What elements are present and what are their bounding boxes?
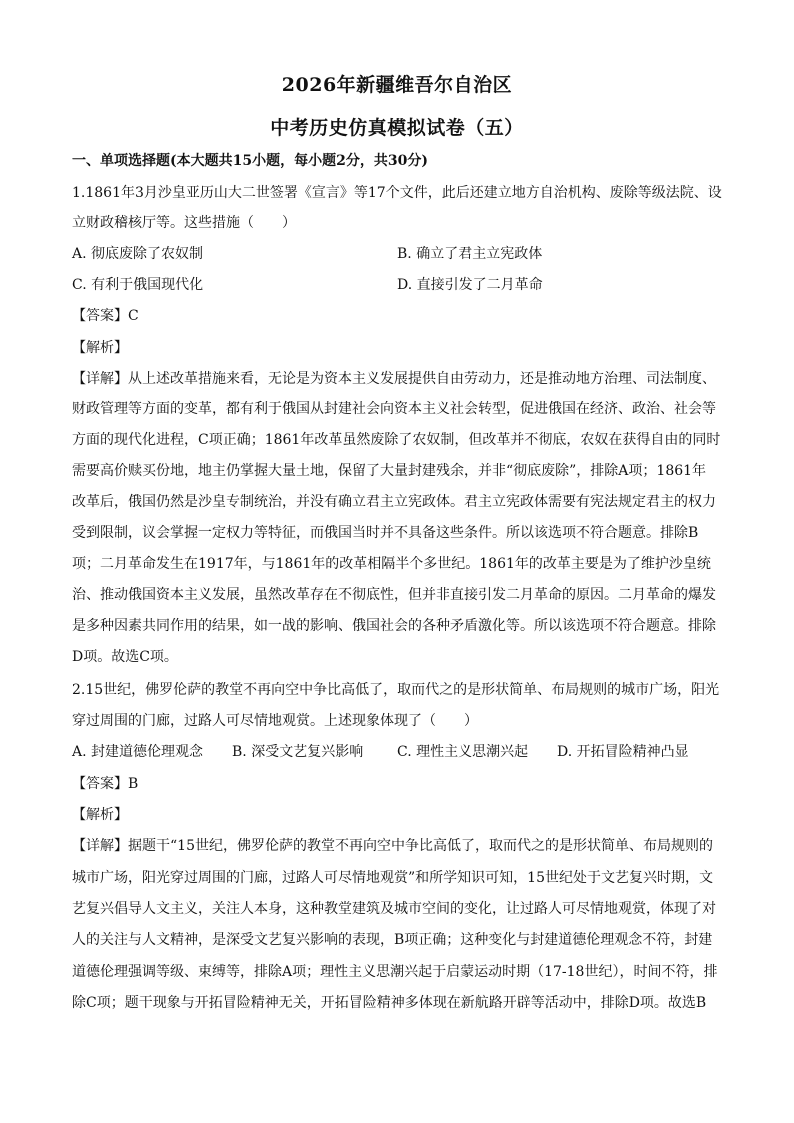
q2-option-a: A. 封建道德伦理观念 (72, 744, 204, 760)
q2-option-b: B. 深受文艺复兴影响 (232, 744, 364, 760)
section-heading: 一、单项选择题(本大题共15小题，每小题2分，共30分) (72, 153, 428, 169)
q2-stem-line1: 2.15世纪，佛罗伦萨的教堂不再向空中争比高低了，取而代之的是形状简单、布局规则的城市广场，阳光 (72, 682, 720, 698)
q1-detail-line: 项；二月革命发生在1917年，与1861年的改革相隔半个多世纪。1861年的改革主要是为了维护沙皇统 (72, 556, 711, 572)
q1-analysis-label: 【解析】 (72, 340, 128, 356)
q1-detail-line: D项。故选C项。 (72, 649, 178, 665)
q1-detail-line: 需要高价赎买份地，地主仍掌握大量土地，保留了大量封建残余，并非“彻底废除”，排除A项；1861年 (72, 463, 707, 479)
q2-option-c: C. 理性主义思潮兴起 (397, 744, 529, 760)
q1-detail-line: 财政管理等方面的变革，都有利于俄国从封建社会向资本主义社会转型，促进俄国在经济、政治、社会等 (72, 401, 716, 417)
exam-title-line1: 2026年新疆维吾尔自治区 (281, 74, 513, 96)
q1-answer: 【答案】C (72, 308, 139, 324)
q2-detail-line: 【详解】据题干“15世纪，佛罗伦萨的教堂不再向空中争比高低了，取而代之的是形状简单、布局规则的 (72, 838, 713, 854)
q2-detail-line: 艺复兴倡导人文主义，关注人本身，这种教堂建筑及城市空间的变化，让过路人可尽情地观赏，体现了对 (72, 901, 716, 917)
q1-option-b: B. 确立了君主立宪政体 (397, 246, 543, 262)
q1-detail-line: 方面的现代化进程，C项正确；1861年改革虽然废除了农奴制，但改革并不彻底，农奴在获得自由的同时 (72, 432, 721, 448)
q1-stem-line1: 1.1861年3月沙皇亚历山大二世签署《宣言》等17个文件，此后还建立地方自治机构、废除等级法院、设 (72, 185, 722, 201)
q1-stem-line2: 立财政稽核厅等。这些措施（ ） (72, 215, 296, 231)
q2-detail-line: 城市广场，阳光穿过周围的门廊，过路人可尽情地观赏”和所学知识可知，15世纪处于文艺复兴时期，文 (72, 870, 713, 886)
q1-option-a: A. 彻底废除了农奴制 (72, 246, 204, 262)
q1-option-d: D. 直接引发了二月革命 (397, 277, 543, 293)
q2-stem-line2: 穿过周围的门廊，过路人可尽情地观赏。上述现象体现了（ ） (72, 713, 478, 729)
q2-detail-line: 除C项；题干现象与开拓冒险精神无关，开拓冒险精神多体现在新航路开辟等活动中，排除D项。故选B (72, 995, 707, 1011)
q1-detail-line: 治、推动俄国资本主义发展，虽然改革存在不彻底性，但并非直接引发二月革命的原因。二月革命的爆发 (72, 587, 716, 603)
exam-title-line2: 中考历史仿真模拟试卷（五） (270, 117, 524, 139)
q1-option-c: C. 有利于俄国现代化 (72, 277, 204, 293)
q1-detail-line: 【详解】从上述改革措施来看，无论是为资本主义发展提供自由劳动力，还是推动地方治理、司法制度、 (72, 371, 716, 387)
q2-analysis-label: 【解析】 (72, 807, 128, 823)
q2-detail-line: 道德伦理强调等级、束缚等，排除A项；理性主义思潮兴起于启蒙运动时期（17-18世纪），时间不符，排 (72, 964, 718, 980)
q2-detail-line: 人的关注与人文精神，是深受文艺复兴影响的表现，B项正确；这种变化与封建道德伦理观念不符，封建 (72, 932, 713, 948)
q1-detail-line: 受到限制，议会掌握一定权力等特征，而俄国当时并不具备这些条件。所以该选项不符合题意。排除B (72, 525, 699, 541)
q2-answer: 【答案】B (72, 776, 139, 792)
q2-option-d: D. 开拓冒险精神凸显 (557, 744, 689, 760)
q1-detail-line: 是多种因素共同作用的结果，如一战的影响、俄国社会的各种矛盾激化等。所以该选项不符合题意。排除 (72, 618, 716, 634)
q1-detail-line: 改革后，俄国仍然是沙皇专制统治，并没有确立君主立宪政体。君主立宪政体需要有宪法规定君主的权力 (72, 494, 716, 510)
